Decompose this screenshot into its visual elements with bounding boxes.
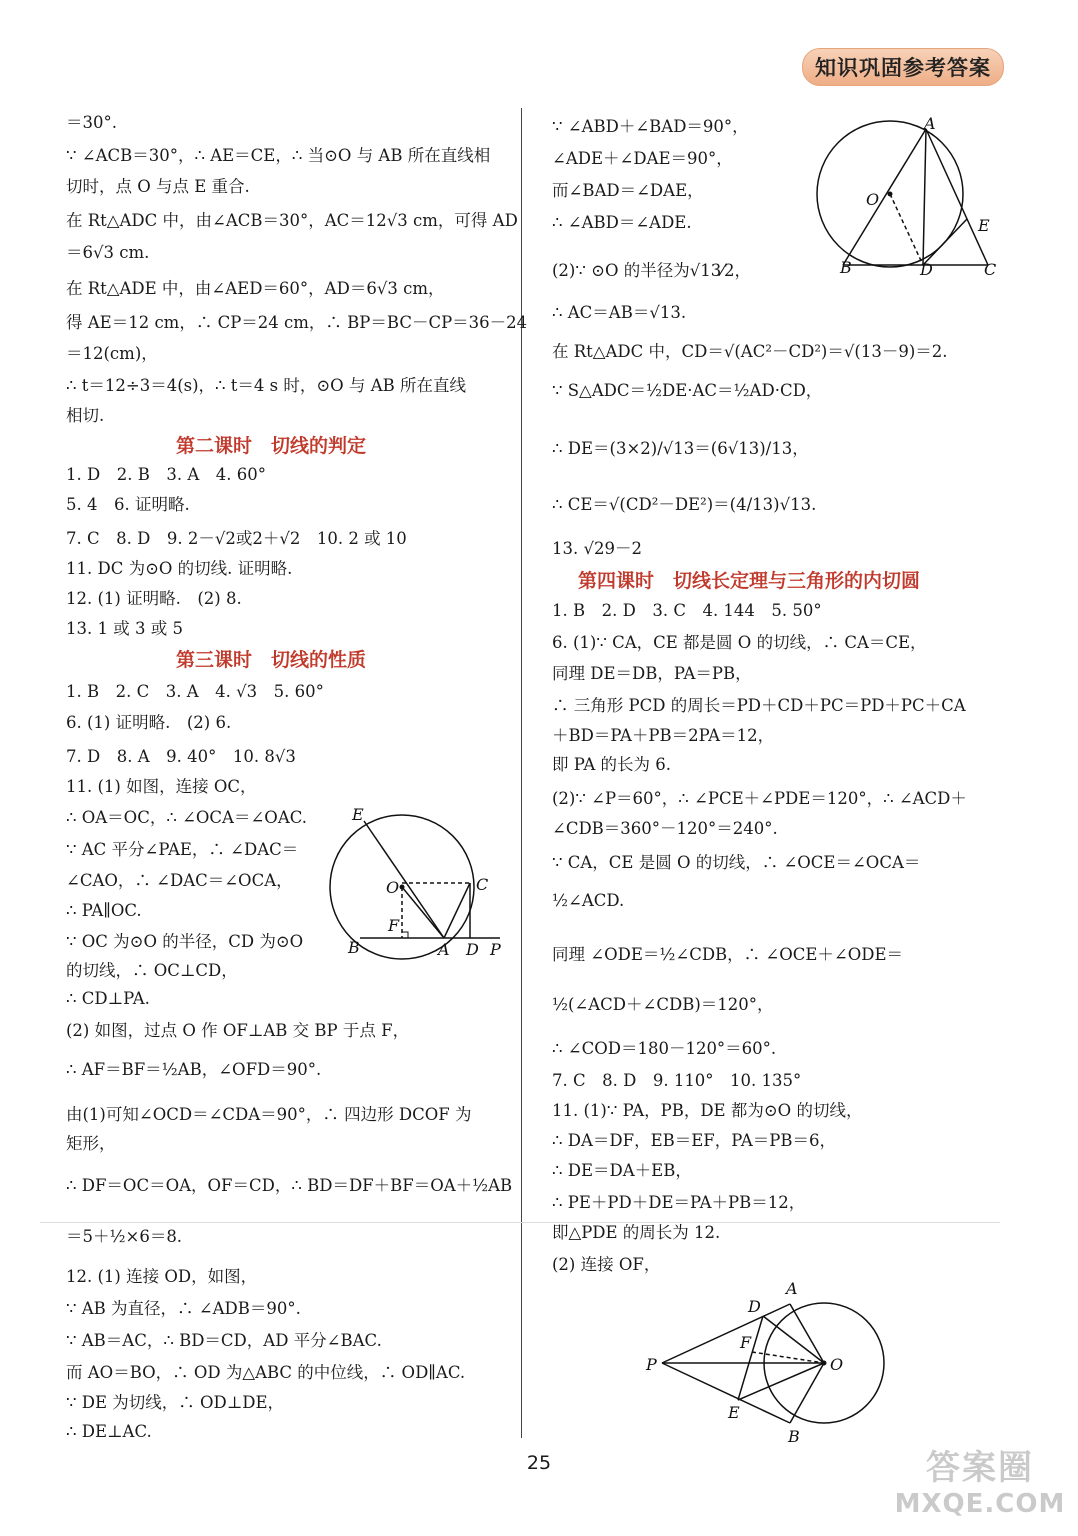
geometry-figure-tangent-lengths (640, 1280, 890, 1450)
text-line: (2) 如图，过点 O 作 OF⊥AB 交 BP 于点 F， (66, 1021, 410, 1040)
answer-line: 1. B 2. D 3. C 4. 144 5. 50° (552, 601, 822, 620)
point-label-b: B (348, 938, 360, 957)
text-line: ∠ADE＋∠DAE＝90°， (552, 149, 733, 168)
text-line: 同理 DE＝DB，PA＝PB， (552, 664, 752, 683)
text-line: 11. (1) 如图，连接 OC， (66, 777, 257, 796)
geometry-figure-isosceles-triangle (810, 115, 1005, 280)
text-line: ∴ DF＝OC＝OA，OF＝CD，∴ BD＝DF＋BF＝OA＋½AB (66, 1176, 513, 1195)
point-label-o: O (386, 878, 400, 897)
text-line: ∵ AB＝AC，∴ BD＝CD，AD 平分∠BAC. (66, 1331, 382, 1350)
point-label-b: B (788, 1427, 800, 1446)
watermark-logo-text: 答案圈 (926, 1448, 1034, 1488)
text-line: 6. (1)∵ CA，CE 都是圆 O 的切线，∴ CA＝CE， (552, 633, 927, 652)
text-line: ＝12(cm)， (66, 344, 158, 363)
watermark-url: MXQE.COM (894, 1489, 1066, 1519)
point-label-c: C (476, 875, 489, 894)
answer-line: 7. C 8. D 9. 110° 10. 135° (552, 1071, 802, 1090)
answer-key-banner: 知识巩固参考答案 (802, 48, 1004, 86)
text-line: ∵ DE 为切线，∴ OD⊥DE， (66, 1393, 285, 1412)
section-title-lesson-2: 第二课时 切线的判定 (176, 435, 367, 457)
answer-line: 1. B 2. C 3. A 4. √3 5. 60° (66, 682, 324, 701)
text-line: ∴ t＝12÷3＝4(s)，∴ t＝4 s 时，⊙O 与 AB 所在直线 (66, 376, 466, 395)
text-line: 而∠BAD＝∠DAE， (552, 181, 704, 200)
text-line: 即△PDE 的周长为 12. (552, 1223, 721, 1242)
text-line: ∴ ∠COD＝180－120°＝60°. (552, 1039, 777, 1058)
point-label-e: E (352, 805, 364, 824)
column-divider (521, 108, 522, 1438)
text-line: ∴ PA∥OC. (66, 901, 142, 920)
point-label-e: E (728, 1403, 740, 1422)
text-line: ∴ DE⊥AC. (66, 1422, 152, 1441)
text-line: ∴ 三角形 PCD 的周长＝PD＋CD＋PC＝PD＋PC＋CA (552, 696, 966, 715)
point-label-o: O (866, 190, 880, 209)
point-label-a: A (924, 114, 936, 133)
point-label-o: O (830, 1355, 844, 1374)
text-line: ∴ CE＝√(CD²－DE²)＝(4/13)√13. (552, 495, 817, 514)
text-line: ∵ CA，CE 是圆 O 的切线，∴ ∠OCE＝∠OCA＝ (552, 853, 921, 872)
answer-line: 12. (1) 证明略. (2) 8. (66, 589, 242, 608)
text-line: (2) 连接 OF， (552, 1255, 661, 1274)
text-line: ∵ AB 为直径，∴ ∠ADB＝90°. (66, 1299, 301, 1318)
geometry-figure-tangent-rectangle (330, 805, 510, 965)
text-line: 由(1)可知∠OCD＝∠CDA＝90°，∴ 四边形 DCOF 为 (66, 1105, 472, 1124)
text-line: 即 PA 的长为 6. (552, 755, 671, 774)
text-line: ∵ AC 平分∠PAE，∴ ∠DAC＝ (66, 840, 299, 859)
text-line: ∠CAO，∴ ∠DAC＝∠OCA， (66, 871, 293, 890)
point-label-a: A (438, 940, 450, 959)
section-title-lesson-3: 第三课时 切线的性质 (176, 649, 367, 671)
text-line: ∵ S△ADC＝½DE·AC＝½AD·CD， (552, 381, 823, 400)
answer-line: 1. D 2. B 3. A 4. 60° (66, 465, 266, 484)
text-line: 在 Rt△ADC 中，CD＝√(AC²－CD²)＝√(13－9)＝2. (552, 342, 948, 361)
text-line: 而 AO＝BO，∴ OD 为△ABC 的中位线，∴ OD∥AC. (66, 1363, 466, 1382)
point-label-p: P (646, 1355, 657, 1374)
site-watermark (890, 1440, 1070, 1530)
text-line: (2)∵ ∠P＝60°，∴ ∠PCE＋∠PDE＝120°，∴ ∠ACD＋ (552, 789, 967, 808)
text-line: ＝5＋½×6＝8. (66, 1227, 183, 1246)
text-line: 在 Rt△ADC 中，由∠ACB＝30°，AC＝12√3 cm，可得 AD (66, 211, 518, 230)
answer-line: 13. 1 或 3 或 5 (66, 619, 183, 638)
point-label-f: F (740, 1333, 752, 1352)
text-line: ∴ CD⊥PA. (66, 989, 150, 1008)
scan-artifact-line (40, 1222, 1000, 1223)
point-label-d: D (920, 260, 933, 279)
text-line: ＝30°. (66, 113, 117, 132)
text-line: 在 Rt△ADE 中，由∠AED＝60°，AD＝6√3 cm， (66, 279, 445, 298)
text-line: 11. (1)∵ PA，PB，DE 都为⊙O 的切线， (552, 1101, 863, 1120)
answer-line: 11. DC 为⊙O 的切线. 证明略. (66, 559, 293, 578)
text-line: ∴ DE＝DA＋EB， (552, 1161, 692, 1180)
text-line: ∴ ∠ABD＝∠ADE. (552, 213, 692, 232)
text-line: 相切. (66, 406, 105, 425)
text-line: 同理 ∠ODE＝½∠CDB，∴ ∠OCE＋∠ODE＝ (552, 945, 904, 964)
point-label-b: B (840, 258, 852, 277)
text-line: ∴ OA＝OC，∴ ∠OCA＝∠OAC. (66, 808, 308, 827)
answer-line: 7. D 8. A 9. 40° 10. 8√3 (66, 747, 296, 766)
text-line: ∴ AC＝AB＝√13. (552, 303, 687, 322)
text-line: 切时，点 O 与点 E 重合. (66, 177, 250, 196)
point-label-p: P (490, 940, 501, 959)
text-line: ∵ ∠ABD＋∠BAD＝90°， (552, 117, 749, 136)
answer-line: 13. √29－2 (552, 539, 642, 558)
text-line: ∴ PE＋PD＋DE＝PA＋PB＝12， (552, 1193, 806, 1212)
text-line: ½(∠ACD＋∠CDB)＝120°， (552, 995, 774, 1014)
text-line: 12. (1) 连接 OD，如图， (66, 1267, 258, 1286)
text-line: ∴ AF＝BF＝½AB，∠OFD＝90°. (66, 1060, 322, 1079)
point-label-f: F (388, 916, 400, 935)
point-label-e: E (978, 216, 990, 235)
answer-line: 6. (1) 证明略. (2) 6. (66, 713, 232, 732)
text-line: ＋BD＝PA＋PB＝2PA＝12， (552, 726, 775, 745)
point-label-a: A (786, 1279, 798, 1298)
text-line: ∴ DE＝(3×2)/√13＝(6√13)/13， (552, 439, 809, 458)
text-line: 得 AE＝12 cm，∴ CP＝24 cm，∴ BP＝BC－CP＝36－24 (66, 313, 528, 332)
text-line: ∴ DA＝DF，EB＝EF，PA＝PB＝6， (552, 1131, 836, 1150)
text-line: ½∠ACD. (552, 891, 625, 910)
text-line: ＝6√3 cm. (66, 243, 150, 262)
text-line: (2)∵ ⊙O 的半径为√13⁄2， (552, 261, 751, 280)
text-line: ∠CDB＝360°－120°＝240°. (552, 819, 778, 838)
page-number: 25 (526, 1452, 552, 1474)
answer-line: 7. C 8. D 9. 2－√2或2＋√2 10. 2 或 10 (66, 529, 407, 548)
text-line: 矩形， (66, 1134, 116, 1153)
section-title-lesson-4: 第四课时 切线长定理与三角形的内切圆 (578, 570, 921, 592)
point-label-d: D (466, 940, 479, 959)
text-line: ∵ OC 为⊙O 的半径，CD 为⊙O (66, 932, 304, 951)
answer-line: 5. 4 6. 证明略. (66, 495, 190, 514)
text-line: 的切线，∴ OC⊥CD， (66, 961, 238, 980)
point-label-d: D (748, 1297, 761, 1316)
text-line: ∵ ∠ACB＝30°，∴ AE＝CE，∴ 当⊙O 与 AB 所在直线相 (66, 146, 491, 165)
point-label-c: C (984, 260, 997, 279)
